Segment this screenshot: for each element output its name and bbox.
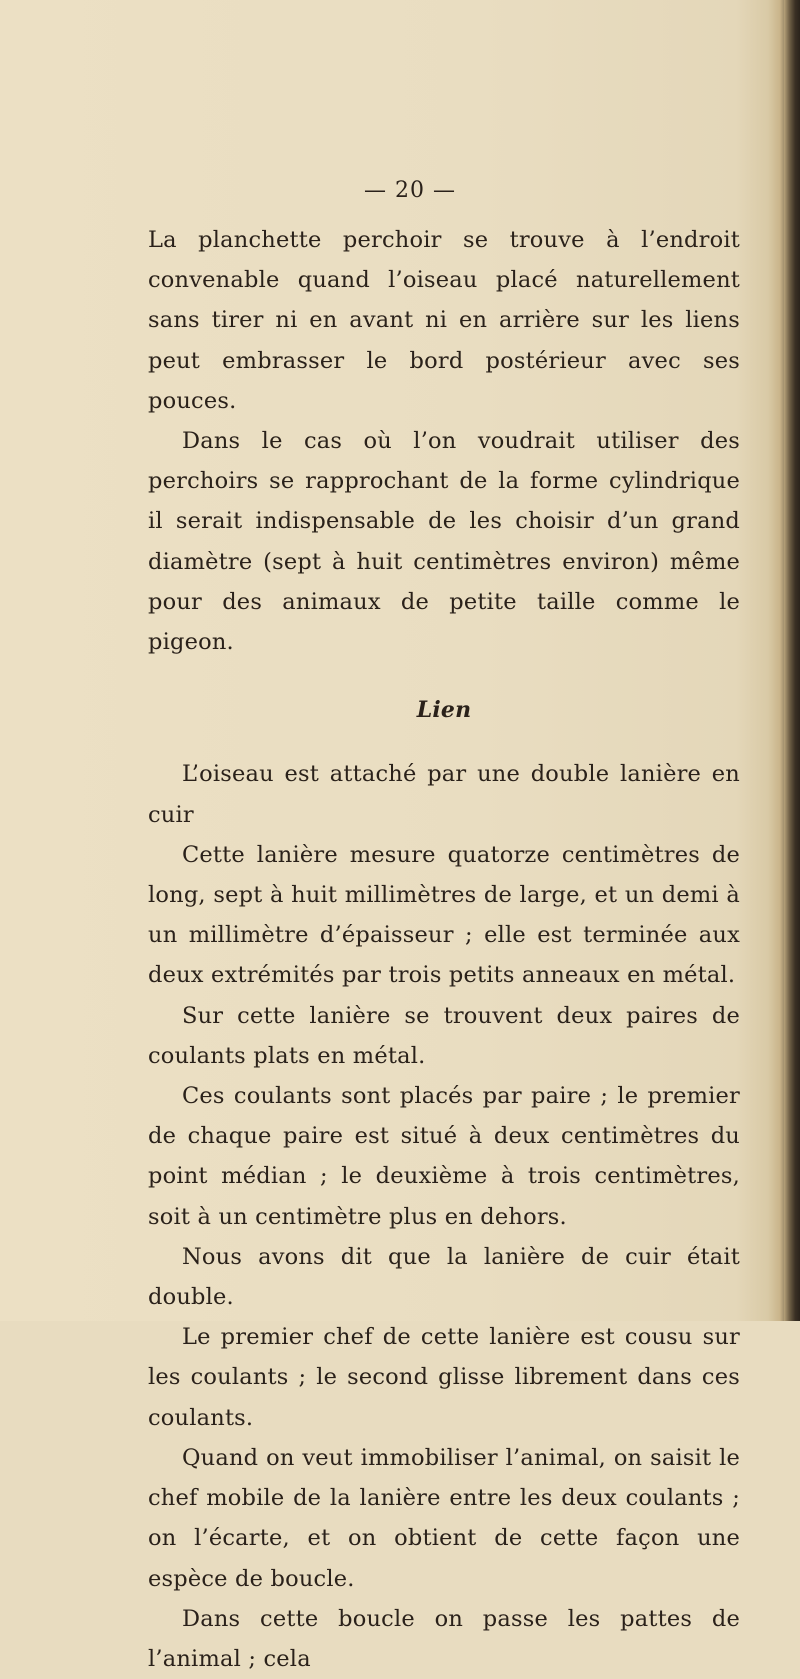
paragraph: Sur cette lanière se trouvent deux paires de coulants plats en métal.	[148, 1002, 740, 1069]
paragraph: Cette lanière mesure quatorze centimètres de long, sept à huit millimètres de large, et un demi à un millimètre d’épaisseur ; elle est terminée aux deux extrémités par trois petits anneaux en métal.	[148, 841, 740, 989]
body-text	[148, 220, 740, 1679]
paragraph: Quand on veut immobiliser l’animal, on saisit le chef mobile de la lanière entre les deux coulants ; on l’écarte, et on obtient de cette façon une espèce de boucle.	[148, 1444, 740, 1592]
paragraph: Dans cette boucle on passe les pattes de l’animal ; cela	[148, 1605, 740, 1672]
paragraph: Dans le cas où l’on voudrait utiliser des perchoirs se rapprochant de la forme cylindrique il serait indispensable de les choisir d’un grand diamètre (sept à huit centimètres environ) même pour des animaux de petite taille comme le pigeon.	[148, 428, 740, 656]
paragraph: La planchette perchoir se trouve à l’endroit convenable quand l’oiseau placé naturellement sans tirer ni en avant ni en arrière sur les liens peut embrasser le bord postérieur avec ses pouces.	[148, 227, 740, 414]
section-heading: Lien	[416, 697, 472, 724]
paragraph: Le premier chef de cette lanière est cousu sur les coulants ; le second glisse librement dans ces coulants.	[148, 1324, 740, 1431]
paragraph: L’oiseau est attaché par une double lanière en cuir	[148, 761, 740, 828]
page-number: — 20 —	[364, 178, 456, 203]
paragraph: Nous avons dit que la lanière de cuir était double.	[148, 1243, 740, 1311]
paragraph: Ces coulants sont placés par paire ; le premier de chaque paire est situé à deux centimètres du point médian ; le deuxième à trois centimètres, soit à un centimètre plus en dehors.	[148, 1083, 740, 1230]
